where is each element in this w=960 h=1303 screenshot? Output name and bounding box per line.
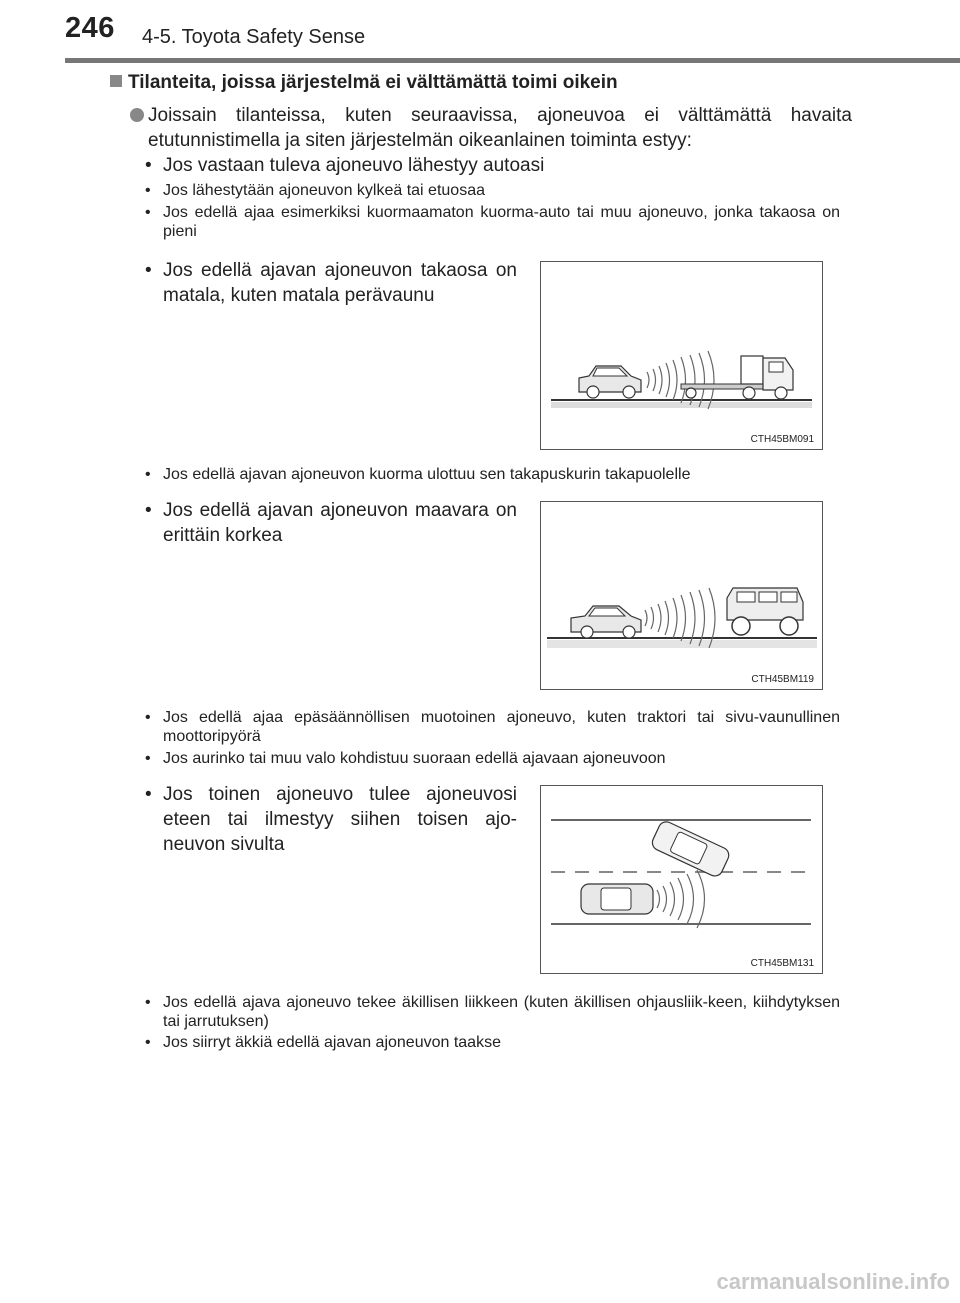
list-item: • Jos siirryt äkkiä edellä ajavan ajoneuvon taakse xyxy=(145,1034,501,1051)
truck-with-low-trailer-icon xyxy=(681,356,793,399)
cut-in-car-icon xyxy=(650,819,732,878)
illustration-high-clearance xyxy=(541,502,822,689)
list-item: • Jos edellä ajaa epäsäännöllisen muotoinen ajoneuvo, kuten traktori tai sivu-vaunullinen moottoripyörä xyxy=(145,709,840,745)
section-title: 4-5. Toyota Safety Sense xyxy=(142,26,366,48)
own-car-icon xyxy=(571,606,641,638)
figure-cut-in xyxy=(540,785,823,974)
list-item: • Jos toinen ajoneuvo tulee ajoneuvosi eteen tai ilmestyy siihen toisen ajo-neuvon sivulta xyxy=(145,784,517,855)
list-item: • Jos edellä ajavan ajoneuvon takaosa on matala, kuten matala perävaunu xyxy=(145,260,517,306)
radar-waves-icon xyxy=(657,870,705,928)
square-bullet-icon xyxy=(110,75,122,87)
suv-high-clearance-icon xyxy=(727,588,803,635)
round-bullet-icon xyxy=(130,108,144,122)
list-item: • Jos aurinko tai muu valo kohdistuu suoraan edellä ajavaan ajoneuvoon xyxy=(145,750,666,767)
intro-paragraph: Joissain tilanteissa, kuten seuraavissa, ajoneuvoa ei välttämättä havaita etutunnistimella ja siten järjestelmän oikeanlainen toiminta estyy: xyxy=(130,103,852,153)
own-car-icon xyxy=(579,366,641,398)
list-item: • Jos vastaan tuleva ajoneuvo lähestyy autoasi xyxy=(145,155,545,176)
figure-low-trailer xyxy=(540,261,823,450)
list-item: • Jos edellä ajavan ajoneuvon maavara on erittäin korkea xyxy=(145,500,517,546)
list-item: • Jos lähestytään ajoneuvon kylkeä tai etuosaa xyxy=(145,182,485,199)
illustration-cut-in xyxy=(541,786,822,973)
own-car-icon xyxy=(581,884,653,914)
page-number: 246 xyxy=(65,12,115,44)
figure-code: CTH45BM119 xyxy=(751,674,814,685)
watermark: carmanualsonline.info xyxy=(716,1269,950,1294)
figure-high-clearance xyxy=(540,501,823,690)
figure-code: CTH45BM091 xyxy=(750,434,814,445)
figure-code: CTH45BM131 xyxy=(750,958,814,969)
illustration-low-trailer xyxy=(541,262,822,449)
header-rule xyxy=(65,58,960,63)
list-item: • Jos edellä ajavan ajoneuvon kuorma ulottuu sen takapuskurin takapuolelle xyxy=(145,466,691,483)
list-item: • Jos edellä ajaa esimerkiksi kuormaamaton kuorma-auto tai muu ajoneuvo, jonka takaosa on pieni xyxy=(145,204,840,240)
list-item: • Jos edellä ajava ajoneuvo tekee äkillisen liikkeen (kuten äkillisen ohjausliik-keen, kiihdytyksen tai jarrutuksen) xyxy=(145,994,840,1030)
section-heading: Tilanteita, joissa järjestelmä ei välttämättä toimi oikein xyxy=(110,72,618,94)
